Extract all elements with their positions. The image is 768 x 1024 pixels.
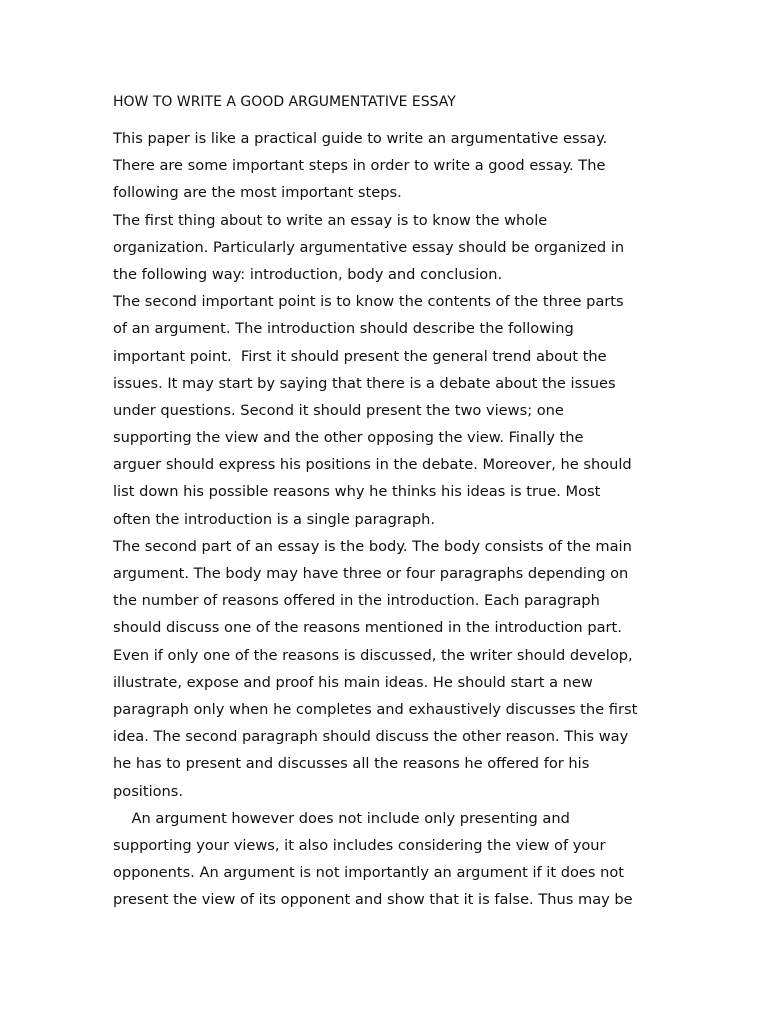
text-line: The second part of an essay is the body. The body consists of the main — [113, 537, 632, 555]
document-content — [113, 90, 658, 913]
text-line: the following way: introduction, body and conclusion. — [113, 265, 503, 283]
text-line: There are some important steps in order to write a good essay. The — [113, 157, 606, 175]
text-line: argument. The body may have three or four paragraphs depending on — [113, 565, 629, 582]
text-line: Even if only one of the reasons is discussed, the writer should develop, — [113, 646, 633, 664]
text-line: the number of reasons offered in the introduction. Each paragraph — [113, 592, 600, 610]
text-line: idea. The second paragraph should discuss the other reason. This way — [113, 728, 629, 746]
text-line: following are the most important steps. — [113, 184, 402, 202]
document-body — [113, 125, 658, 913]
text-line: often the introduction is a single paragraph. — [113, 510, 435, 528]
text-line: he has to present and discusses all the reasons he offered for his — [113, 755, 590, 773]
text-line: list down his possible reasons why he thinks his ideas is true. Most — [113, 483, 601, 501]
text-line: The second important point is to know the contents of the three parts — [113, 293, 624, 311]
text-line: illustrate, expose and proof his main ideas. He should start a new — [113, 673, 593, 691]
text-line: This paper is like a practical guide to write an argumentative essay. — [113, 130, 608, 147]
document-title: HOW TO WRITE A GOOD ARGUMENTATIVE ESSAY — [113, 94, 456, 110]
text-line: paragraph only when he completes and exhaustively discusses the first — [113, 700, 638, 718]
text-line: supporting your views, it also includes considering the view of your — [113, 836, 606, 854]
text-line: should discuss one of the reasons mentioned in the introduction part. — [113, 619, 622, 637]
text-line: opponents. An argument is not importantly an argument if it does not — [113, 864, 625, 882]
text-line: present the view of its opponent and show that it is false. Thus may be — [113, 891, 633, 909]
text-line: supporting the view and the other opposing the view. Finally the — [113, 429, 584, 447]
text-line: of an argument. The introduction should describe the following — [113, 320, 574, 338]
text-line: An argument however does not include only presenting and — [113, 809, 570, 827]
text-line: important point. First it should present the general trend about the — [113, 347, 607, 365]
text-line: under questions. Second it should present the two views; one — [113, 401, 564, 419]
text-line: The first thing about to write an essay is to know the whole — [113, 211, 548, 229]
text-line: issues. It may start by saying that there is a debate about the issues — [113, 374, 616, 392]
text-line: positions. — [113, 782, 184, 800]
text-line: arguer should express his positions in the debate. Moreover, he should — [113, 456, 632, 474]
text-line: organization. Particularly argumentative essay should be organized in — [113, 238, 625, 256]
